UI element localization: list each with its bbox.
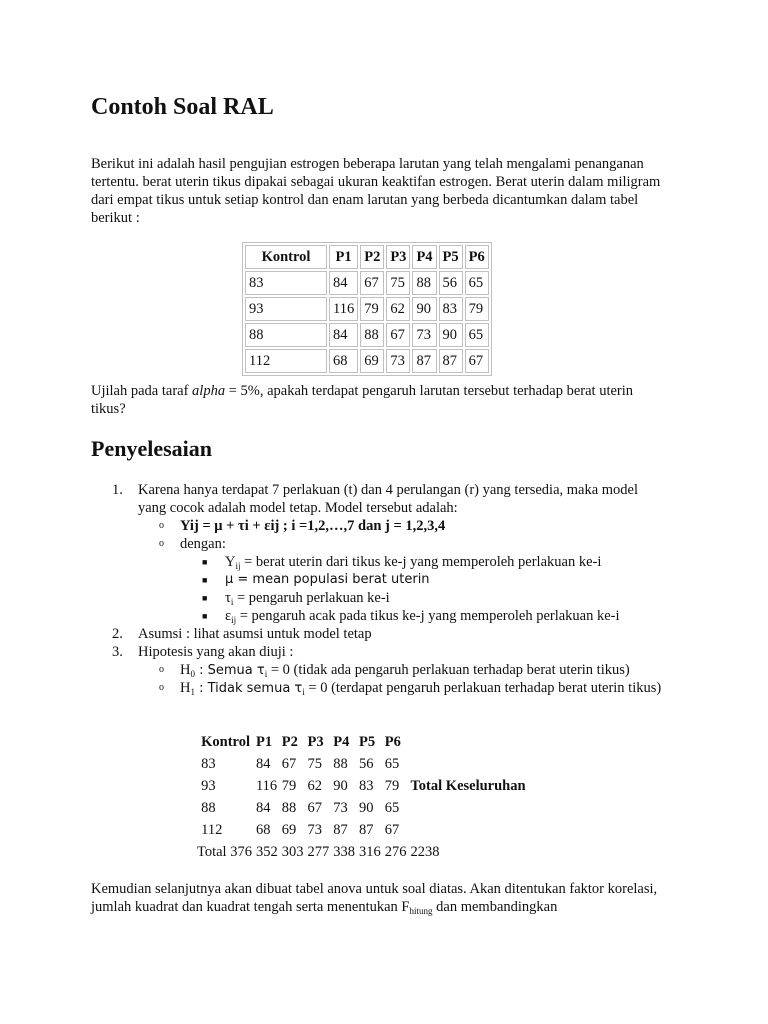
list-item	[91, 643, 691, 661]
table-cell: 90	[439, 323, 463, 347]
table-cell: 67	[281, 756, 297, 772]
grand-total-value: 2238	[410, 844, 440, 860]
table-header-row	[245, 245, 489, 269]
table-row	[195, 797, 528, 819]
list-item	[91, 679, 691, 697]
alpha-term: alpha	[192, 383, 226, 399]
table-cell: 79	[360, 297, 384, 321]
table-cell: 277	[307, 844, 330, 860]
table-cell: 90	[358, 800, 374, 816]
table-cell: 316	[358, 844, 381, 860]
table-cell: 68	[329, 349, 358, 373]
square-bullet-icon: ■	[202, 557, 208, 567]
table-cell: 84	[255, 800, 271, 816]
table-cell: 73	[333, 800, 348, 816]
column-header: P1	[329, 245, 358, 269]
table-cell: 69	[281, 822, 297, 838]
column-header: P4	[333, 734, 350, 750]
circle-bullet-icon: o	[159, 664, 164, 675]
table-cell: 75	[307, 756, 322, 772]
table-cell: 88	[360, 323, 384, 347]
table-cell: 88	[281, 800, 297, 816]
column-header: P5	[358, 734, 376, 750]
table-cell: 116	[255, 778, 278, 794]
page-title: Contoh Soal RAL	[91, 94, 274, 120]
table-cell: 112	[201, 822, 223, 838]
question-paragraph	[91, 382, 651, 418]
table-cell: 112	[245, 349, 327, 373]
list-item-continuation	[91, 499, 691, 517]
table-cell: 93	[245, 297, 327, 321]
column-header: P4	[412, 245, 436, 269]
definition-epsilon: $\varepsilon_{ij}$ = pengaruh acak pada tikus ke-j yang memperoleh perlakuan ke-i	[225, 608, 620, 625]
column-header: Kontrol	[245, 245, 327, 269]
table-cell: 75	[386, 271, 410, 295]
square-bullet-icon: ■	[202, 611, 208, 621]
table-header-row	[195, 731, 528, 753]
table-cell: 83	[245, 271, 327, 295]
table-cell: 352	[255, 844, 278, 860]
intro-paragraph: Berikut ini adalah hasil pengujian estrogen beberapa larutan yang telah mengalami penanganan tertentu. berat uterin tikus dipakai sebagai ukuran keaktifan estrogen. Berat uterin dalam miligram dari empat tikus untuk setiap kontrol dan enam larutan yang berbeda dicantumkan dalam tabel berikut :	[91, 156, 661, 226]
square-bullet-icon: ■	[202, 593, 208, 603]
table-cell: 87	[333, 822, 348, 838]
step-text: yang cocok adalah model tetap. Model tersebut adalah:	[138, 500, 458, 516]
table-cell: 84	[329, 323, 358, 347]
total-label: Total 376	[197, 844, 252, 860]
step-text: Karena hanya terdapat 7 perlakuan (t) dan 4 perulangan (r) yang tersedia, maka model	[138, 482, 639, 498]
step-number: 2.	[112, 626, 123, 642]
column-header: P5	[439, 245, 463, 269]
table-row	[245, 323, 489, 347]
step-number: 1.	[112, 482, 123, 498]
table-cell: 56	[358, 756, 374, 772]
table-cell: 87	[412, 349, 436, 373]
table-row	[245, 297, 489, 321]
table-cell: 67	[384, 822, 400, 838]
table-cell: 87	[358, 822, 374, 838]
table-cell: 88	[201, 800, 216, 816]
table-cell: 93	[201, 778, 216, 794]
dengan-label: dengan:	[180, 536, 226, 552]
table-cell: 67	[360, 271, 384, 295]
list-item	[91, 517, 691, 535]
table-cell: 62	[386, 297, 410, 321]
circle-bullet-icon: o	[159, 538, 164, 549]
table-row	[245, 271, 489, 295]
column-header: P6	[384, 734, 401, 750]
definition-y: $Y_{ij}$ = berat uterin dari tikus ke-j yang memperoleh perlakuan ke-i	[225, 554, 602, 571]
table-cell: 73	[307, 822, 322, 838]
column-header: P2	[281, 734, 298, 750]
list-item	[91, 625, 691, 643]
grand-total-label: Total Keseluruhan	[410, 778, 526, 794]
square-bullet-icon: ■	[202, 575, 208, 585]
solution-heading: Penyelesaian	[91, 436, 212, 461]
circle-bullet-icon: o	[159, 682, 164, 693]
table-row	[195, 775, 528, 797]
table-cell: 67	[307, 800, 322, 816]
definition-mu: μ = mean populasi berat uterin	[225, 572, 430, 587]
table-cell: 65	[384, 800, 400, 816]
step-number: 3.	[112, 644, 123, 660]
column-header: P1	[255, 734, 273, 750]
table-cell: 62	[307, 778, 322, 794]
table-cell: 65	[465, 323, 489, 347]
table-row	[195, 819, 528, 841]
table-cell: 303	[281, 844, 304, 860]
table-cell: 65	[384, 756, 400, 772]
model-equation: Yij = μ + τi + εij ; i =1,2,…,7 dan j = 1,2,3,4	[180, 518, 446, 534]
circle-bullet-icon: o	[159, 520, 164, 531]
table-cell: 84	[255, 756, 271, 772]
list-item	[91, 553, 691, 571]
table-cell: 84	[329, 271, 358, 295]
table-cell: 67	[386, 323, 410, 347]
table-cell: 79	[465, 297, 489, 321]
list-item	[91, 535, 691, 553]
question-prefix: Ujilah pada taraf	[91, 383, 193, 399]
table-cell: 65	[465, 271, 489, 295]
table-cell: 83	[358, 778, 374, 794]
column-header: Kontrol	[201, 734, 251, 750]
table-row	[245, 349, 489, 373]
solution-steps-list	[91, 481, 691, 697]
table-cell: 79	[384, 778, 400, 794]
list-item	[91, 571, 691, 589]
table-cell: 79	[281, 778, 297, 794]
table-cell: 67	[465, 349, 489, 373]
list-item	[91, 607, 691, 625]
table-cell: 68	[255, 822, 271, 838]
table-cell: 73	[412, 323, 436, 347]
closing-paragraph: Kemudian selanjutnya akan dibuat tabel anova untuk soal diatas. Akan ditentukan faktor korelasi, jumlah kuadrat dan kuadrat tengah serta menentukan $F_{hitung}$ dan membandingkan	[91, 881, 658, 916]
column-header: P3	[386, 245, 410, 269]
table-cell: 276	[384, 844, 407, 860]
data-table	[242, 242, 492, 376]
table-cell: 87	[439, 349, 463, 373]
table-cell: 88	[333, 756, 348, 772]
list-item	[91, 481, 691, 499]
table-cell: 83	[439, 297, 463, 321]
hypothesis-h0: $H_0$ : Semua $\tau_i = 0$ (tidak ada pengaruh perlakuan terhadap berat uterin tikus)	[180, 662, 630, 679]
totals-table	[195, 731, 528, 863]
table-cell: 116	[329, 297, 358, 321]
list-item	[91, 661, 691, 679]
table-cell: 338	[333, 844, 355, 860]
question-suffix: = 5%, apakah terdapat pengaruh larutan tersebut terhadap berat uterin tikus?	[91, 383, 634, 417]
table-cell: 88	[412, 271, 436, 295]
definition-tau: $\tau_i$ = pengaruh perlakuan ke-i	[225, 590, 390, 607]
table-cell: 73	[386, 349, 410, 373]
column-header: P3	[307, 734, 324, 750]
step-text: Hipotesis yang akan diuji :	[138, 644, 294, 660]
table-cell: 88	[245, 323, 327, 347]
table-cell: 90	[412, 297, 436, 321]
step-text: Asumsi : lihat asumsi untuk model tetap	[138, 626, 372, 642]
table-cell: 83	[201, 756, 216, 772]
column-header: P6	[465, 245, 489, 269]
column-header: P2	[360, 245, 384, 269]
table-cell: 90	[333, 778, 348, 794]
totals-row	[195, 841, 528, 863]
table-cell: 56	[439, 271, 463, 295]
list-item	[91, 589, 691, 607]
table-row	[195, 753, 528, 775]
hypothesis-h1: $H_1$ : Tidak semua $\tau_i = 0$ (terdapat pengaruh perlakuan terhadap berat uterin tikus)	[180, 680, 662, 697]
table-cell: 69	[360, 349, 384, 373]
